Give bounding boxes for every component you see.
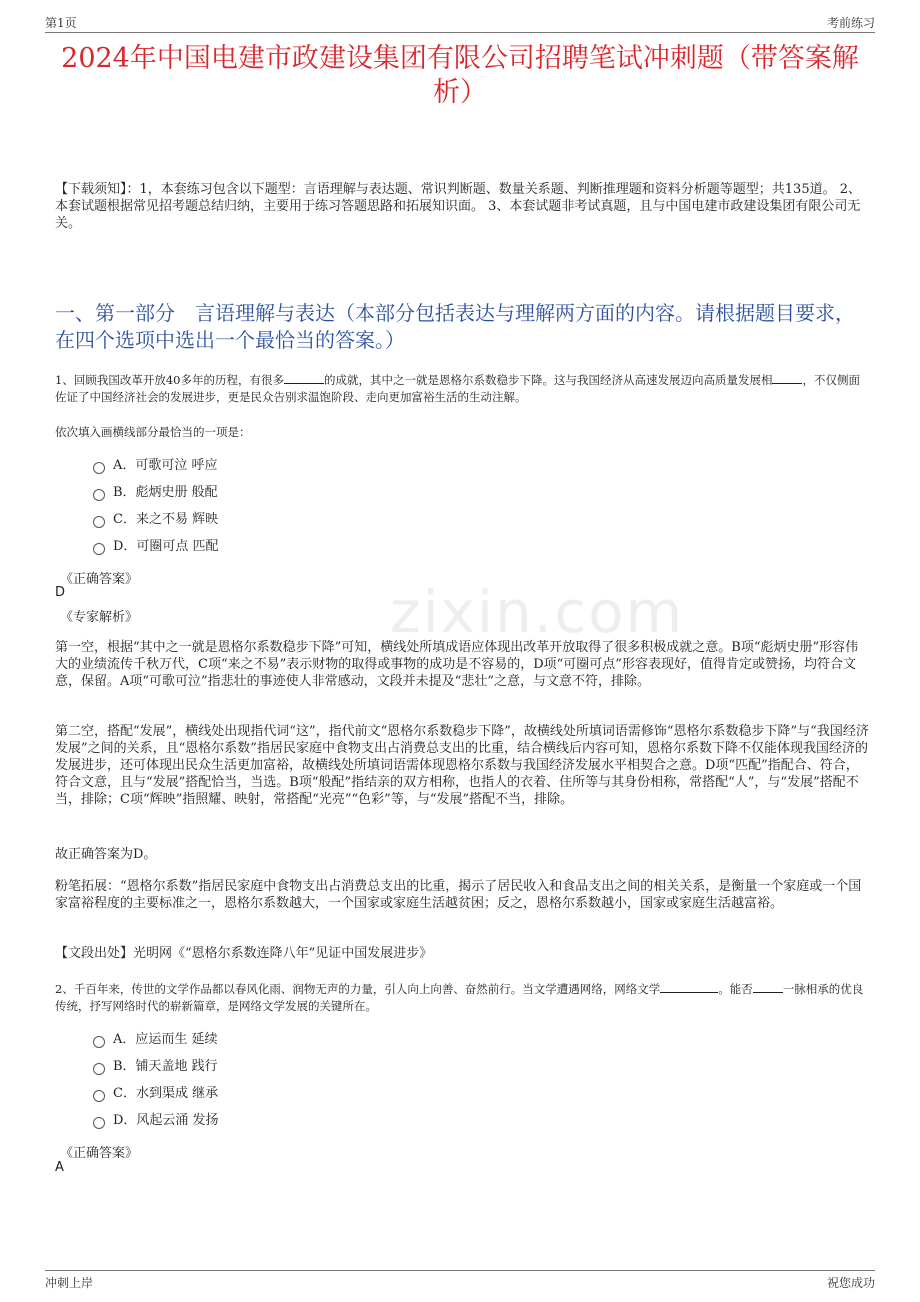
section-heading: 一、第一部分 言语理解与表达（本部分包括表达与理解两方面的内容。请根据题目要求，在四个选项中选出一个最恰当的答案。）	[55, 301, 855, 352]
q1-blank-2	[772, 371, 802, 384]
option-label: A．应运而生 延续	[113, 1032, 218, 1047]
page-footer	[45, 1270, 875, 1293]
q2-option-b[interactable]	[93, 1058, 218, 1076]
q1-extension: 粉笔拓展：“恩格尔系数”指居民家庭中食物支出占消费总支出的比重，揭示了居民收入和食品支出之间的相关关系，是衡量一个家庭或一个国家富裕程度的主要标准之一，恩格尔系数越大，一个国家或家庭生活越贫困；反之，恩格尔系数越小，国家或家庭生活越富裕。	[55, 879, 862, 911]
q2-text-part1: 2、千百年来，传世的文学作品都以春风化雨、润物无声的力量，引人向上向善、奋然前行。当文学遭遇网络，网络文学	[55, 982, 661, 996]
radio-icon[interactable]	[93, 1063, 105, 1075]
question-2-stem	[55, 980, 870, 1015]
radio-icon[interactable]	[93, 1036, 105, 1048]
option-label: D．可圈可点 匹配	[113, 539, 219, 554]
q2-answer: A	[55, 1160, 64, 1175]
q2-option-c[interactable]	[93, 1085, 218, 1103]
q1-conclusion: 故正确答案为D。	[55, 847, 157, 862]
option-label: B．铺天盖地 践行	[113, 1059, 218, 1074]
q1-analysis-blank-2: 第二空，搭配“发展”，横线处出现指代词“这”，指代前文“恩格尔系数稳步下降”，故横线处所填词语需修饰“恩格尔系数稳步下降”与“我国经济发展”之间的关系，且“恩格尔系数”指居民家庭中食物支出占消费总支出的比重，结合横线后内容可知，恩格尔系数下降不仅能体现我国经济的发展进步，还可体现出民众生活更加富裕，故横线处所填词语需体现恩格尔系数与我国经济发展水平相契合之意。D项“匹配”指配合、符合，符合文意，且与“发展”搭配恰当，当选。B项“般配”指结亲的双方相称，也指人的衣着、住所等与其身份相称，常搭配“人”，与“发展”搭配不当，排除；C项“辉映”指照耀、映射，常搭配“光亮”“色彩”等，与“发展”搭配不当，排除。	[55, 724, 869, 807]
q2-option-a[interactable]	[93, 1031, 218, 1049]
q1-answer-label: 《正确答案》	[60, 572, 139, 587]
document-title: 2024年中国电建市政建设集团有限公司招聘笔试冲刺题（带答案解析）	[61, 43, 859, 108]
page-number: 第1页	[45, 16, 77, 30]
radio-icon[interactable]	[93, 489, 105, 501]
radio-icon[interactable]	[93, 1090, 105, 1102]
radio-icon[interactable]	[93, 516, 105, 528]
q1-blank-1	[284, 371, 324, 384]
q1-option-c[interactable]	[93, 511, 218, 529]
option-label: B．彪炳史册 般配	[113, 485, 218, 500]
q1-answer: D	[55, 585, 66, 600]
option-label: D．风起云涌 发扬	[113, 1113, 219, 1128]
q2-text-part3: 一脉相承的优良传统，抒写网络时代的崭新篇章，是网络文学发展的关键所在。	[55, 982, 864, 1013]
option-label: A．可歌可泣 呼应	[113, 458, 218, 473]
q1-analysis-label: 《专家解析》	[60, 610, 139, 625]
watermark: zixin.com	[390, 578, 685, 646]
footer-left-text: 冲刺上岸	[45, 1276, 94, 1290]
q1-text-part2: 的成就，其中之一就是恩格尔系数稳步下降。这与我国经济从高速发展迈向高质量发展相	[323, 373, 773, 387]
q2-blank-2	[753, 980, 783, 993]
footer-right-text: 祝您成功	[826, 1276, 875, 1290]
header-label: 考前练习	[826, 16, 875, 30]
q1-prompt: 依次填入画横线部分最恰当的一项是：	[55, 425, 251, 439]
q1-source: 【文段出处】光明网《“恩格尔系数连降八年”见证中国发展进步》	[55, 946, 433, 961]
radio-icon[interactable]	[93, 543, 105, 555]
q1-option-b[interactable]	[93, 484, 218, 502]
option-label: C．水到渠成 继承	[113, 1086, 219, 1101]
q2-text-part2: 。能否	[718, 982, 753, 996]
page-header	[45, 12, 875, 33]
q2-answer-label: 《正确答案》	[60, 1146, 139, 1161]
radio-icon[interactable]	[93, 462, 105, 474]
download-notice: 【下载须知】：1，本套练习包含以下题型：言语理解与表达题、常识判断题、数量关系题、判断推理题和资料分析题等题型；共135道。 2、本套试题根据常见招考题总结归纳，主要用于练习答题思路和拓展知识面。 3、本套试题非考试真题，且与中国电建市政建设集团有限公司无关。	[55, 182, 861, 231]
option-label: C．来之不易 辉映	[113, 512, 219, 527]
question-1-stem	[55, 371, 870, 406]
q2-blank-1	[660, 980, 718, 993]
q1-option-a[interactable]	[93, 457, 218, 475]
q1-option-d[interactable]	[93, 538, 219, 556]
q1-analysis-blank-1: 第一空，根据“其中之一就是恩格尔系数稳步下降”可知，横线处所填成语应体现出改革开放取得了很多积极成就之意。B项“彪炳史册”形容伟大的业绩流传千秋万代，C项“来之不易”表示财物的取得或事物的成功是不容易的，D项“可圈可点”形容表现好，值得肯定或赞扬，均符合文意，保留。A项“可歌可泣”指悲壮的事迹使人非常感动，文段并未提及“悲壮”之意，与文意不符，排除。	[55, 640, 859, 689]
q1-text-part3: ，不仅侧面佐证了中国经济社会的发展进步，更是民众告别求温饱阶段、走向更加富裕生活的生动注解。	[55, 373, 860, 404]
q2-option-d[interactable]	[93, 1112, 219, 1130]
radio-icon[interactable]	[93, 1117, 105, 1129]
q1-text-part1: 1、回顾我国改革开放40多年的历程，有很多	[55, 373, 284, 387]
